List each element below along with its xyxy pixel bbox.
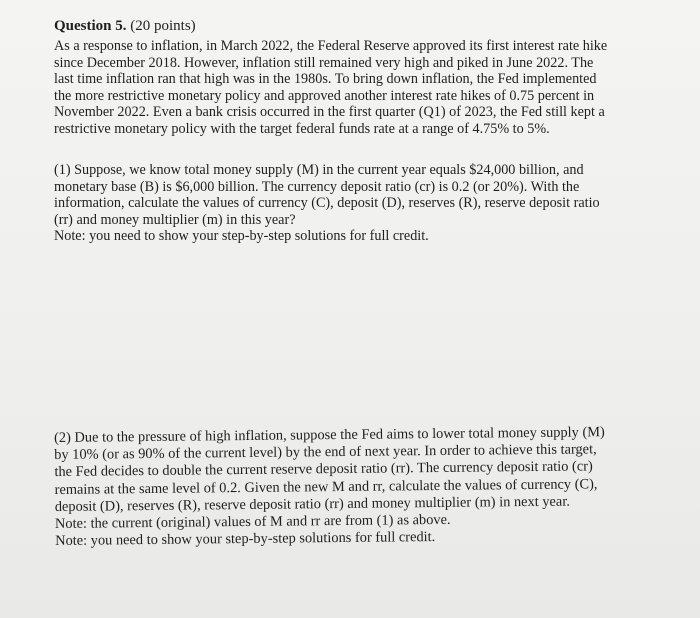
part1-paragraph: [54, 162, 660, 245]
intro-line: restrictive monetary policy with the target federal funds rate at a range of 4.75% to 5%.: [54, 120, 550, 137]
intro-paragraph: [54, 38, 660, 138]
part2-note-line: Note: the current (original) values of M and rr are from (1) as above.: [54, 511, 451, 533]
part2-line: deposit (D), reserves (R), reserve deposit ratio (rr) and money multiplier (m) in next year.: [54, 493, 570, 515]
part1-line: information, calculate the values of currency (C), deposit (D), reserves (R), reserve deposit ratio: [54, 195, 600, 212]
part2-line: remains at the same level of 0.2. Given the new M and rr, calculate the values of currency (C),: [54, 475, 598, 498]
part2-line: the Fed decides to double the current reserve deposit ratio (rr). The currency deposit ratio (cr): [54, 458, 593, 481]
question-label: Question 5.: [54, 18, 127, 34]
question-heading: [54, 17, 196, 35]
part2-line: (2) Due to the pressure of high inflation, suppose the Fed aims to lower total money supply (M): [54, 424, 605, 446]
intro-line: As a response to inflation, in March 2022, the Federal Reserve approved its first interest rate hike: [54, 38, 608, 54]
part1-line: (rr) and money multiplier (m) in this year?: [54, 211, 296, 228]
part1-note-line: Note: you need to show your step-by-step solutions for full credit.: [54, 228, 429, 245]
part1-line: (1) Suppose, we know total money supply (M) in the current year equals $24,000 billion, and: [54, 162, 584, 178]
part1-line: monetary base (B) is $6,000 billion. The currency deposit ratio (cr) is 0.2 (or 20%). With the: [54, 178, 580, 195]
question-points: (20 points): [130, 18, 196, 34]
part2-paragraph: [54, 424, 649, 551]
part2-note-line: Note: you need to show your step-by-step solutions for full credit.: [55, 529, 436, 550]
part2-line: by 10% (or as 90% of the current level) by the end of next year. In order to achieve this target,: [54, 441, 597, 464]
intro-line: November 2022. Even a bank crisis occurred in the first quarter (Q1) of 2023, the Fed still kept a: [54, 104, 605, 121]
intro-line: last time inflation ran that high was in the 1980s. To bring down inflation, the Fed implemented: [54, 71, 597, 88]
intro-line: the more restrictive monetary policy and approved another interest rate hikes of 0.75 percent in: [54, 87, 595, 104]
intro-line: since December 2018. However, inflation still remained very high and piked in June 2022. The: [54, 54, 594, 71]
